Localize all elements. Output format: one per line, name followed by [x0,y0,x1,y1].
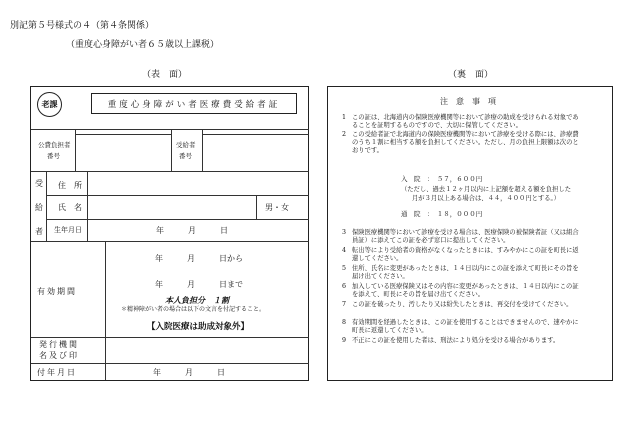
validity-from[interactable]: 年 月 日から [155,254,243,263]
sex-selector[interactable]: 男・女 [265,203,289,212]
form-reference: 別記第５号様式の４（第４条関係） [10,21,155,31]
list-item-text: 保険医療機関等において診療を受ける場合は、医療保険の被保険者証（又は組合員証）に添えてこの証を必ず窓口に提出してください。 [352,229,579,245]
insurer-number-label-2: 番号 [47,152,60,160]
copay-note: 本人負担分 １割 [165,295,229,305]
elderly-mark [37,92,62,117]
limit-outpatient: 通 院 ： １８，０００円 [401,210,483,218]
recipient-number-field[interactable] [202,134,309,135]
dob-value[interactable]: 年 月 日 [156,226,228,235]
front-card [30,86,309,381]
list-item-number: 3 [342,229,347,236]
list-item-text: 加入している医療保険又はその内容に変更があったときは、１４日以内にこの証を添えて、町長にその旨を届け出てください。 [352,283,579,299]
divider [105,337,106,380]
issue-date-label: 付年月日 [37,368,77,377]
limit-inpatient-note-1: （ただし、過去１２ヶ月以内に上記額を超える額を負担した [401,186,572,193]
divider [202,129,203,171]
certificate-title-text: 重度心身障がい者医療費受給者証 [107,99,281,110]
list-item-number: 9 [342,337,347,344]
address-field[interactable] [88,173,308,194]
recipient-side-label-1: 受 [35,179,43,188]
limit-inpatient: 入 院 ： ５７，６００円 [401,175,483,183]
divider [31,337,309,338]
recipient-side-label-3: 者 [35,227,43,236]
divider [46,219,309,220]
list-item-number: 6 [342,283,347,290]
insurer-number-field[interactable] [75,134,171,135]
back-card [327,86,613,381]
list-item-text: この証は、北海道内の保険医療機関等において診療の助成を受けられる対象であることを証明するものですので、大切に保管してください。 [352,114,579,130]
name-label: 氏 名 [58,203,82,212]
divider [46,171,47,241]
issuer-label-2: 名及び印 [39,351,79,360]
validity-to[interactable]: 年 月 日まで [155,280,243,289]
list-item-number: 2 [342,131,347,138]
insurer-number-label-1: 公費負担者 [38,141,71,149]
issuer-field[interactable] [107,339,307,361]
list-item-number: 4 [342,247,347,254]
address-label: 住 所 [58,181,82,190]
list-item-number: 7 [342,301,347,308]
back-side-label: （裏 面） [448,70,494,80]
name-field[interactable] [88,197,256,218]
inpatient-note: 【入院医療は助成対象外】 [147,322,250,332]
issuer-label-1: 発行機関 [39,340,79,349]
divider [75,129,76,171]
list-item-text: 不正にこの証を使用した者は、刑法により処分を受ける場合があります。 [352,337,560,344]
recipient-side-label-2: 給 [35,203,43,212]
list-item-number: 8 [342,319,347,326]
front-side-label: （表 面） [142,70,188,80]
divider [31,171,309,172]
divider [31,363,309,364]
divider [256,195,257,219]
recipient-number-label-2: 番号 [179,152,192,160]
psych-note: ＊精神障がい者の場合は以下の文言を付記すること。 [121,306,266,313]
list-item-number: 1 [342,114,347,121]
validity-label: 有効期間 [37,287,77,296]
divider [46,195,309,196]
list-item-text: 有効期間を経過したときは、この証を使用することはできませんので、速やかに町長に返還してください。 [352,319,579,335]
certificate-title [91,93,297,114]
list-item-text: 住所、氏名に変更があったときは、１４日以内にこの証を添えて町長にその旨を届け出てください。 [352,265,579,281]
elderly-mark-text: 老課 [41,99,58,109]
divider [31,129,309,130]
list-item-text: 転出等により受給者の資格がなくなったときには、すみやかにこの証を町長に返還してください。 [352,247,579,263]
divider [105,241,106,337]
issue-date-value[interactable]: 年 月 日 [153,368,225,377]
notes-title: 注 意 事 項 [440,97,496,106]
list-item-text: この受給者証で北海道内の保険医療機関等において診療を受ける際には、診療費のうち１割に相当する額を負担してください。ただし、月の負担上限額は次のとおりです。 [352,131,579,155]
limit-inpatient-note-2: 月が３月以上ある場合は、４４，４００円とする。） [412,195,560,202]
list-item-number: 5 [342,265,347,272]
list-item-text: この証を破ったり、汚したり又は紛失したときは、再交付を受けてください。 [352,301,573,308]
divider [31,241,309,242]
form-subtitle: （重度心身障がい者６５歳以上課税） [66,40,220,50]
recipient-number-label-1: 受給者 [176,141,196,149]
divider [171,129,172,171]
dob-label: 生年月日 [54,226,82,234]
divider [87,219,88,241]
